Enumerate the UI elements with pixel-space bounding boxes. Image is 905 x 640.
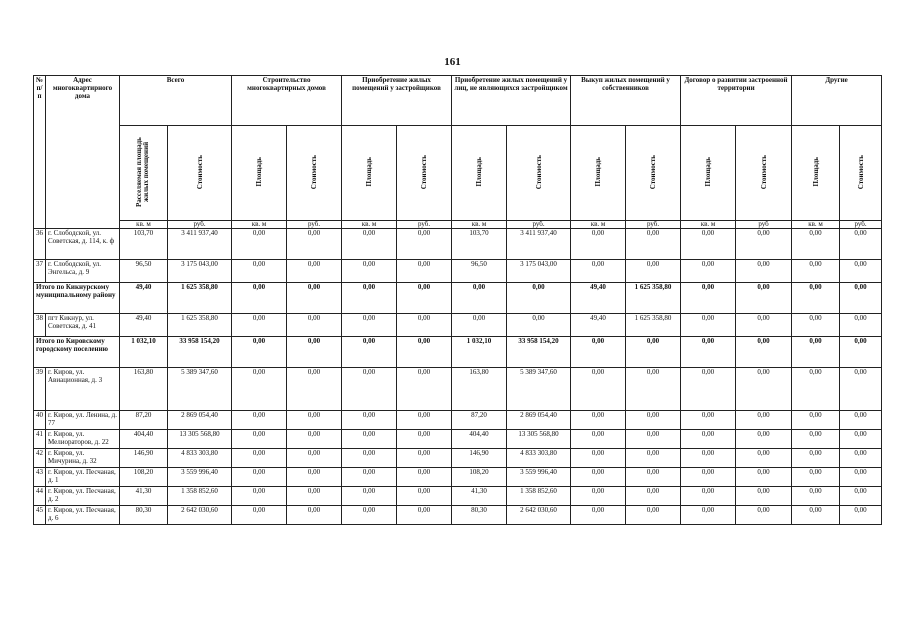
table-row (34, 411, 882, 430)
value-cell: 2 642 030,60 (168, 506, 232, 525)
value-cell: 0,00 (397, 337, 452, 368)
address-cell: г. Киров, ул. Песчаная, д. 6 (46, 506, 120, 525)
value-cell: 0,00 (397, 468, 452, 487)
value-cell: 3 411 937,40 (507, 229, 571, 260)
value-cell: 146,90 (120, 449, 168, 468)
total-label: Итого по Кикнурскому муниципальному району (34, 283, 120, 314)
value-cell: 0,00 (571, 487, 626, 506)
value-cell: 5 389 347,60 (168, 368, 232, 411)
value-cell: 0,00 (342, 487, 397, 506)
subheader-cell (571, 126, 626, 221)
row-number: 42 (34, 449, 46, 468)
value-cell: 0,00 (232, 506, 287, 525)
unit-cell: кв. м (681, 221, 736, 229)
subheader-cell (232, 126, 287, 221)
value-cell: 0,00 (681, 506, 736, 525)
value-cell: 0,00 (681, 487, 736, 506)
value-cell: 4 833 303,80 (168, 449, 232, 468)
value-cell: 96,50 (120, 260, 168, 283)
value-cell: 0,00 (342, 260, 397, 283)
value-cell: 0,00 (681, 283, 736, 314)
subheader-label: Расселяемая площадь жилых помещений (134, 137, 150, 207)
address-cell: г. Слободской, ул. Советская, д. 114, к. ф (46, 229, 120, 260)
value-cell: 163,80 (120, 368, 168, 411)
value-cell: 108,20 (452, 468, 507, 487)
value-cell: 1 625 358,80 (626, 283, 681, 314)
value-cell: 0,00 (626, 487, 681, 506)
value-cell: 87,20 (452, 411, 507, 430)
value-cell: 0,00 (792, 314, 840, 337)
value-cell: 103,70 (120, 229, 168, 260)
value-cell: 0,00 (736, 449, 792, 468)
value-cell: 0,00 (681, 229, 736, 260)
value-cell: 0,00 (626, 229, 681, 260)
row-number: 45 (34, 506, 46, 525)
value-cell: 0,00 (287, 314, 342, 337)
value-cell: 0,00 (626, 449, 681, 468)
header-address: Адрес многоквартирного дома (46, 76, 120, 229)
value-cell: 0,00 (792, 449, 840, 468)
address-cell: г. Киров, ул. Песчаная, д. 2 (46, 487, 120, 506)
value-cell: 0,00 (736, 368, 792, 411)
value-cell: 0,00 (840, 468, 882, 487)
value-cell: 0,00 (792, 337, 840, 368)
unit-cell: кв. м (452, 221, 507, 229)
value-cell: 33 958 154,20 (168, 337, 232, 368)
row-number: 37 (34, 260, 46, 283)
unit-cell: руб (736, 221, 792, 229)
address-cell: г. Киров, ул. Мелиораторов, д. 22 (46, 430, 120, 449)
table-row (34, 468, 882, 487)
value-cell: 0,00 (397, 229, 452, 260)
subheader-label: Стоимость (534, 154, 543, 190)
value-cell: 0,00 (792, 468, 840, 487)
value-cell: 0,00 (571, 337, 626, 368)
value-cell: 0,00 (232, 314, 287, 337)
value-cell: 0,00 (736, 337, 792, 368)
subheader-cell (452, 126, 507, 221)
subheader-cell (287, 126, 342, 221)
value-cell: 4 833 303,80 (507, 449, 571, 468)
row-number: 44 (34, 487, 46, 506)
value-cell: 0,00 (342, 368, 397, 411)
value-cell: 0,00 (232, 468, 287, 487)
header-group: Другие (792, 76, 882, 126)
value-cell: 1 625 358,80 (168, 283, 232, 314)
value-cell: 0,00 (681, 411, 736, 430)
value-cell: 1 358 852,60 (168, 487, 232, 506)
table-row (34, 430, 882, 449)
subheader-label: Площадь (811, 157, 820, 187)
total-row (34, 337, 882, 368)
value-cell: 80,30 (120, 506, 168, 525)
value-cell: 0,00 (626, 468, 681, 487)
value-cell: 0,00 (736, 487, 792, 506)
subheader-label: Стоимость (310, 154, 319, 190)
total-label: Итого по Кировскому городскому поселению (34, 337, 120, 368)
value-cell: 0,00 (681, 449, 736, 468)
value-cell: 3 411 937,40 (168, 229, 232, 260)
value-cell: 0,00 (397, 506, 452, 525)
value-cell: 0,00 (792, 260, 840, 283)
value-cell: 0,00 (397, 411, 452, 430)
subheader-cell (736, 126, 792, 221)
value-cell: 404,40 (452, 430, 507, 449)
subheader-cell (507, 126, 571, 221)
subheader-label: Стоимость (649, 154, 658, 190)
value-cell: 0,00 (232, 430, 287, 449)
value-cell: 0,00 (792, 506, 840, 525)
subheader-label: Стоимость (856, 154, 865, 190)
unit-cell: кв. м (120, 221, 168, 229)
value-cell: 1 625 358,80 (168, 314, 232, 337)
table-row (34, 487, 882, 506)
subheader-cell (626, 126, 681, 221)
subheader-label: Площадь (365, 157, 374, 187)
value-cell: 0,00 (452, 283, 507, 314)
value-cell: 0,00 (626, 411, 681, 430)
subheader-cell (397, 126, 452, 221)
subheader-cell (681, 126, 736, 221)
value-cell: 0,00 (840, 314, 882, 337)
address-cell: г. Киров, ул. Мичурина, д. 32 (46, 449, 120, 468)
value-cell: 0,00 (287, 430, 342, 449)
value-cell: 0,00 (840, 487, 882, 506)
value-cell: 3 175 043,00 (507, 260, 571, 283)
address-cell: г. Киров, ул. Песчаная, д. 1 (46, 468, 120, 487)
value-cell: 49,40 (571, 314, 626, 337)
unit-cell: руб. (397, 221, 452, 229)
unit-cell: руб. (840, 221, 882, 229)
address-cell: г. Слободской, ул. Энгельса, д. 9 (46, 260, 120, 283)
unit-cell: кв. м (342, 221, 397, 229)
value-cell: 0,00 (571, 229, 626, 260)
subheader-cell (168, 126, 232, 221)
value-cell: 0,00 (840, 368, 882, 411)
value-cell: 80,30 (452, 506, 507, 525)
value-cell: 0,00 (287, 487, 342, 506)
unit-cell: руб. (168, 221, 232, 229)
row-number: 41 (34, 430, 46, 449)
value-cell: 0,00 (792, 487, 840, 506)
value-cell: 0,00 (840, 449, 882, 468)
value-cell: 0,00 (342, 430, 397, 449)
unit-cell: кв. м (792, 221, 840, 229)
subheader-label: Площадь (255, 157, 264, 187)
resettlement-table (33, 75, 882, 525)
value-cell: 0,00 (287, 468, 342, 487)
unit-cell: кв. м (571, 221, 626, 229)
value-cell: 0,00 (287, 283, 342, 314)
value-cell: 0,00 (397, 260, 452, 283)
header-group: Приобретение жилых помещений у лиц, не являющихся застройщиком (452, 76, 571, 126)
value-cell: 2 642 030,60 (507, 506, 571, 525)
row-number: 39 (34, 368, 46, 411)
row-number: 38 (34, 314, 46, 337)
address-cell: пгт Кикнур, ул. Советская, д. 41 (46, 314, 120, 337)
table-row (34, 229, 882, 260)
value-cell: 0,00 (232, 487, 287, 506)
value-cell: 13 305 568,80 (168, 430, 232, 449)
value-cell: 0,00 (840, 411, 882, 430)
value-cell: 3 175 043,00 (168, 260, 232, 283)
value-cell: 0,00 (626, 337, 681, 368)
value-cell: 0,00 (571, 468, 626, 487)
value-cell: 0,00 (681, 337, 736, 368)
value-cell: 0,00 (681, 260, 736, 283)
value-cell: 0,00 (397, 368, 452, 411)
value-cell: 0,00 (287, 506, 342, 525)
subheader-cell (840, 126, 882, 221)
value-cell: 0,00 (571, 430, 626, 449)
value-cell: 0,00 (452, 314, 507, 337)
value-cell: 0,00 (571, 260, 626, 283)
value-cell: 5 389 347,60 (507, 368, 571, 411)
value-cell: 0,00 (571, 411, 626, 430)
unit-cell: руб. (626, 221, 681, 229)
value-cell: 0,00 (840, 506, 882, 525)
value-cell: 0,00 (681, 430, 736, 449)
value-cell: 0,00 (736, 468, 792, 487)
value-cell: 49,40 (120, 283, 168, 314)
page-number: 161 (444, 56, 461, 68)
value-cell: 0,00 (571, 449, 626, 468)
value-cell: 0,00 (736, 260, 792, 283)
header-group: Приобретение жилых помещений у застройщиков (342, 76, 452, 126)
value-cell: 0,00 (681, 314, 736, 337)
value-cell: 0,00 (397, 449, 452, 468)
value-cell: 0,00 (736, 430, 792, 449)
value-cell: 41,30 (120, 487, 168, 506)
value-cell: 0,00 (287, 229, 342, 260)
address-cell: г. Киров, ул. Авиационная, д. 3 (46, 368, 120, 411)
table-row (34, 314, 882, 337)
value-cell: 0,00 (840, 337, 882, 368)
value-cell: 0,00 (342, 283, 397, 314)
subheader-label: Площадь (475, 157, 484, 187)
unit-cell: руб. (507, 221, 571, 229)
value-cell: 3 559 996,40 (507, 468, 571, 487)
value-cell: 1 358 852,60 (507, 487, 571, 506)
value-cell: 0,00 (507, 283, 571, 314)
value-cell: 0,00 (232, 411, 287, 430)
value-cell: 13 305 568,80 (507, 430, 571, 449)
subheader-cell (342, 126, 397, 221)
header-group: Договор о развитии застроенной территории (681, 76, 792, 126)
value-cell: 2 869 054,40 (168, 411, 232, 430)
value-cell: 0,00 (626, 260, 681, 283)
subheader-label: Стоимость (420, 154, 429, 190)
address-cell: г. Киров, ул. Ленина, д. 77 (46, 411, 120, 430)
value-cell: 3 559 996,40 (168, 468, 232, 487)
value-cell: 146,90 (452, 449, 507, 468)
value-cell: 0,00 (287, 368, 342, 411)
value-cell: 0,00 (792, 229, 840, 260)
header-no: № п/п (34, 76, 46, 229)
value-cell: 0,00 (736, 314, 792, 337)
value-cell: 0,00 (792, 411, 840, 430)
value-cell: 0,00 (792, 368, 840, 411)
subheader-label: Стоимость (759, 154, 768, 190)
value-cell: 0,00 (840, 260, 882, 283)
value-cell: 0,00 (287, 411, 342, 430)
value-cell: 2 869 054,40 (507, 411, 571, 430)
value-cell: 49,40 (120, 314, 168, 337)
value-cell: 1 032,10 (120, 337, 168, 368)
subheader-label: Стоимость (195, 154, 204, 190)
row-number: 36 (34, 229, 46, 260)
header-group: Всего (120, 76, 232, 126)
value-cell: 0,00 (232, 283, 287, 314)
value-cell: 0,00 (840, 430, 882, 449)
value-cell: 0,00 (342, 314, 397, 337)
header-group: Выкуп жилых помещений у собственников (571, 76, 681, 126)
value-cell: 0,00 (397, 314, 452, 337)
unit-cell: руб. (287, 221, 342, 229)
value-cell: 0,00 (232, 368, 287, 411)
row-number: 40 (34, 411, 46, 430)
value-cell: 1 625 358,80 (626, 314, 681, 337)
subheader-label: Площадь (594, 157, 603, 187)
value-cell: 0,00 (571, 506, 626, 525)
value-cell: 0,00 (681, 468, 736, 487)
value-cell: 0,00 (792, 430, 840, 449)
value-cell: 1 032,10 (452, 337, 507, 368)
value-cell: 108,20 (120, 468, 168, 487)
value-cell: 0,00 (232, 449, 287, 468)
value-cell: 0,00 (626, 506, 681, 525)
value-cell: 87,20 (120, 411, 168, 430)
total-row (34, 283, 882, 314)
value-cell: 0,00 (681, 368, 736, 411)
value-cell: 0,00 (397, 430, 452, 449)
value-cell: 0,00 (626, 430, 681, 449)
table-row (34, 368, 882, 411)
value-cell: 0,00 (232, 260, 287, 283)
value-cell: 0,00 (342, 337, 397, 368)
value-cell: 404,40 (120, 430, 168, 449)
value-cell: 103,70 (452, 229, 507, 260)
value-cell: 96,50 (452, 260, 507, 283)
value-cell: 0,00 (232, 337, 287, 368)
value-cell: 0,00 (507, 314, 571, 337)
value-cell: 0,00 (736, 506, 792, 525)
value-cell: 0,00 (342, 449, 397, 468)
value-cell: 0,00 (397, 487, 452, 506)
table-row (34, 260, 882, 283)
subheader-cell (120, 126, 168, 221)
table-row (34, 449, 882, 468)
row-number: 43 (34, 468, 46, 487)
value-cell: 0,00 (397, 283, 452, 314)
subheader-cell (792, 126, 840, 221)
value-cell: 0,00 (342, 468, 397, 487)
value-cell: 0,00 (342, 411, 397, 430)
value-cell: 49,40 (571, 283, 626, 314)
subheader-label: Площадь (704, 157, 713, 187)
table-row (34, 506, 882, 525)
value-cell: 0,00 (792, 283, 840, 314)
value-cell: 0,00 (232, 229, 287, 260)
value-cell: 0,00 (840, 283, 882, 314)
value-cell: 0,00 (736, 411, 792, 430)
value-cell: 0,00 (736, 229, 792, 260)
value-cell: 163,80 (452, 368, 507, 411)
header-group: Строительство многоквартирных домов (232, 76, 342, 126)
value-cell: 33 958 154,20 (507, 337, 571, 368)
value-cell: 0,00 (626, 368, 681, 411)
value-cell: 0,00 (736, 283, 792, 314)
value-cell: 0,00 (287, 260, 342, 283)
value-cell: 0,00 (342, 229, 397, 260)
unit-cell: кв. м (232, 221, 287, 229)
value-cell: 0,00 (342, 506, 397, 525)
value-cell: 0,00 (840, 229, 882, 260)
value-cell: 0,00 (287, 337, 342, 368)
value-cell: 41,30 (452, 487, 507, 506)
value-cell: 0,00 (287, 449, 342, 468)
value-cell: 0,00 (571, 368, 626, 411)
